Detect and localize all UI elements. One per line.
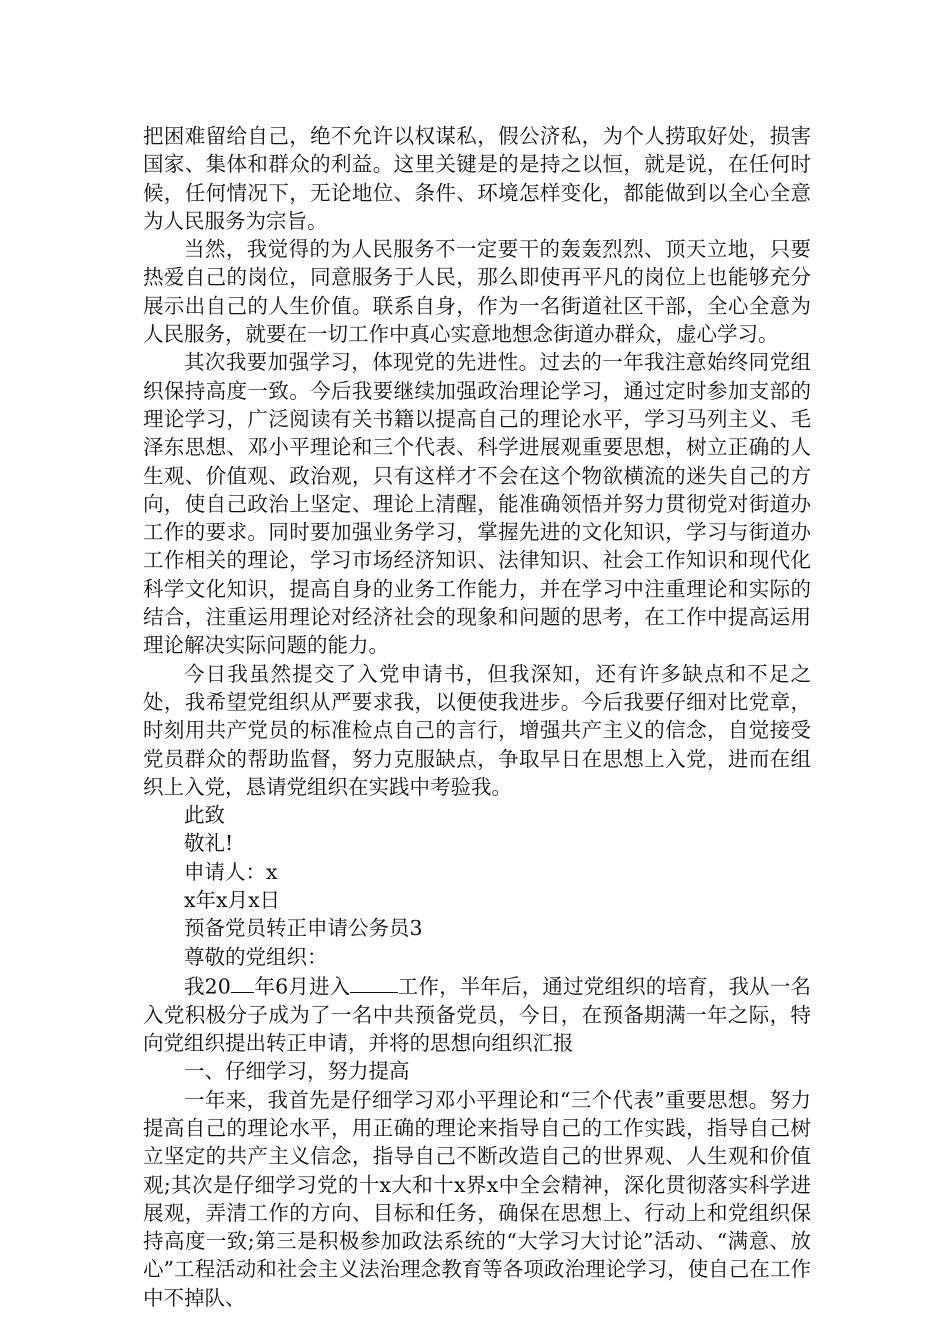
document-page bbox=[143, 122, 811, 1312]
closing-line-2: 敬礼! bbox=[184, 831, 234, 856]
paragraph-study: 其次我要加强学习，体现党的先进性。过去的一年我注意始终同党组织保持高度一致。今后我要继续加强政治理论学习，通过定时参加支部的理论学习，广泛阅读有关书籍以提高自己的理论水平，学习马列主义、毛泽东思想、邓小平理论和三个代表、科学进展观重要思想，树立正确的人生观、价值观、政治观，只有这样才不会在这个物欲横流的迷失自己的方向，使自己政治上坚定、理论上清醒，能准确领悟并努力贯彻党对街道办工作的要求。同时要加强业务学习，掌握先进的文化知识，学习与街道办工作相关的理论，学习市场经济知识、法律知识、社会工作知识和现代化科学文化知识，提高自身的业务工作能力，并在学习中注重理论和实际的结合，注重运用理论对经济社会的现象和问题的思考，在工作中提高运用理论解决实际问题的能力。 bbox=[143, 350, 811, 658]
heading-study: 一、仔细学习，努力提高 bbox=[184, 1059, 410, 1084]
salutation: 尊敬的党组织： bbox=[184, 944, 328, 969]
date-line: x年x月x日 bbox=[184, 888, 281, 913]
applicant-line: 申请人：x bbox=[184, 859, 278, 884]
paragraph-service: 当然，我觉得的为人民服务不一定要干的轰轰烈烈、顶天立地，只要热爱自己的岗位，同意服务于人民，那么即使再平凡的岗位上也能够充分展示出自己的人生价值。联系自身，作为一名街道社区干部，全心全意为人民服务，就要在一切工作中真心实意地想念街道办群众，虚心学习。 bbox=[143, 237, 811, 347]
closing-line-1: 此致 bbox=[184, 803, 225, 828]
paragraph-continued: 把困难留给自己，绝不允许以权谋私，假公济私，为个人捞取好处，损害国家、集体和群众的利益。这里关键是的是持之以恒，就是说，在任何时候，任何情况下，无论地位、条件、环境怎样变化，都能做到以全心全意为人民服务为宗旨。 bbox=[143, 124, 811, 233]
intro-part-1: 我20 bbox=[184, 974, 231, 999]
blank-workplace bbox=[350, 971, 397, 994]
paragraph-theory: 一年来，我首先是仔细学习邓小平理论和“三个代表”重要思想。努力提高自己的理论水平，用正确的理论来指导自己的工作实践，指导自己树立坚定的共产主义信念，指导自己不断改造自己的世界观、人生观和价值观;其次是仔细学习党的十x大和十x界x中全会精神，深化贯彻落实科学进展观，弄清工作的方向、目标和任务，确保在思想上、行动上和党组织保持高度一致;第三是积极参加政法系统的“大学习大讨论”活动、“满意、放心”工程活动和社会主义法治理念教育等各项政治理论学习，使自己在工作中不掉队、 bbox=[143, 1087, 811, 1310]
paragraph-intro bbox=[143, 971, 811, 1057]
intro-part-2: 年6月进入 bbox=[254, 974, 351, 999]
section-title: 预备党员转正申请公务员3 bbox=[184, 916, 423, 941]
blank-year bbox=[231, 971, 255, 994]
intro-part-3: 工作，半年后，通过党组织的培育，我从一名入党积极分子成为了一名中共预备党员，今日，在预备期满一年之际，特向党组织提出转正申请，并将的思想向组织汇报 bbox=[143, 974, 811, 1056]
paragraph-commitment: 今日我虽然提交了入党申请书，但我深知，还有许多缺点和不足之处，我希望党组织从严要求我，以便使我进步。今后我要仔细对比党章，时刻用共产党员的标准检点自己的言行，增强共产主义的信念，自觉接受党员群众的帮助监督，努力克服缺点，争取早日在思想上入党，进而在组织上入党，恳请党组织在实践中考验我。 bbox=[143, 661, 811, 799]
